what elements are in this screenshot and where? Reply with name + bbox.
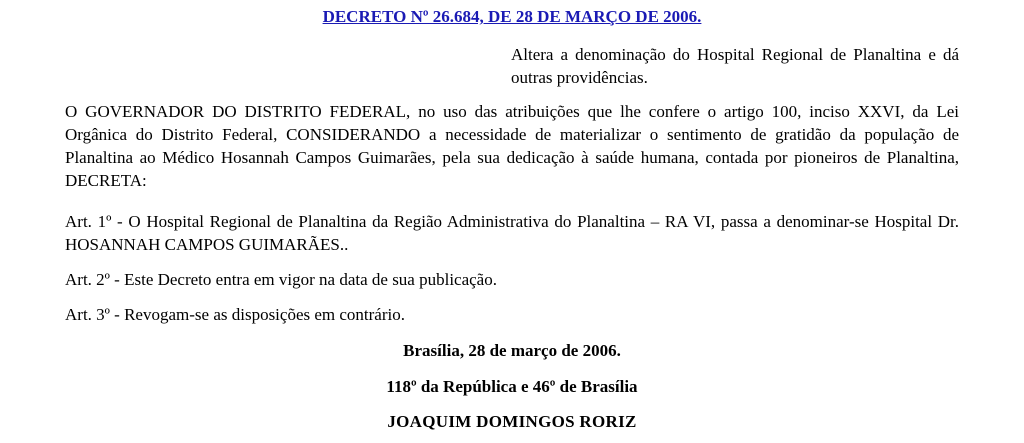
decree-title-link[interactable]: DECRETO Nº 26.684, DE 28 DE MARÇO DE 2006. [322,7,702,26]
decree-summary: Altera a denominação do Hospital Regional de Planaltina e dá outras providências. [511,45,959,87]
signatory-name: JOAQUIM DOMINGOS RORIZ [387,412,637,431]
signature-years: 118º da República e 46º de Brasília [386,377,638,396]
article-2: Art. 2º - Este Decreto entra em vigor na data de sua publicação. [65,270,497,289]
article-3: Art. 3º - Revogam-se as disposições em contrário. [65,305,405,324]
decree-preamble: O GOVERNADOR DO DISTRITO FEDERAL, no uso das atribuições que lhe confere o artigo 100, inciso XXVI, da Lei Orgânica do Distrito Federal, CONSIDERANDO a necessidade de materializar o sentimento de gratidão da população de Planaltina ao Médico Hosannah Campos Guimarães, pela sua dedicação à saúde humana, contada por pioneiros de Planaltina, DECRETA: [65,102,959,190]
signature-place-date: Brasília, 28 de março de 2006. [403,341,621,360]
article-1: Art. 1º - O Hospital Regional de Planaltina da Região Administrativa do Planaltina – RA VI, passa a denominar-se Hospital Dr. HOSANNAH CAMPOS GUIMARÃES.. [65,212,959,254]
decree-title [0,6,1024,28]
